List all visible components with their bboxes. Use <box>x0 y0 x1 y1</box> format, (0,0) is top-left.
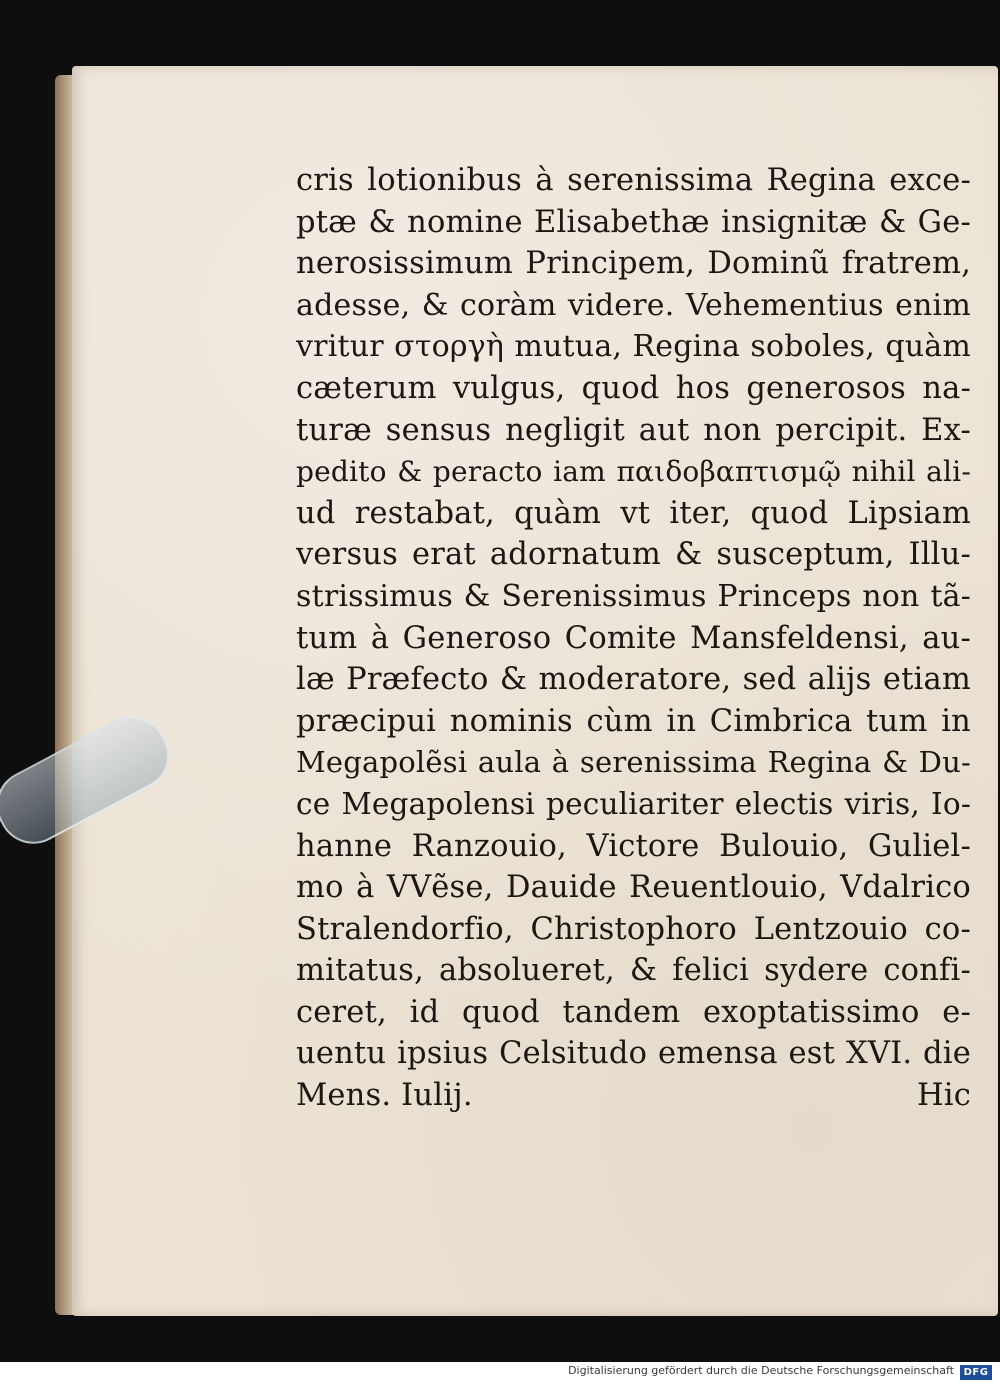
text-line: ceret, id quod tandem exoptatissimo e- <box>296 994 971 1030</box>
text-line: ud restabat, quàm vt iter, quod Lipsiam <box>296 495 971 531</box>
text-line: læ Præfecto & moderatore, sed alijs etiam <box>296 662 971 698</box>
funding-note: Digitalisierung gefördert durch die Deutsche Forschungsgemeinschaft <box>568 1364 954 1377</box>
text-line: uentu ipsius Celsitudo emensa est XVI. die <box>296 1036 971 1072</box>
page-text-block <box>296 160 971 1117</box>
text-line: tum à Generoso Comite Mansfeldensi, au- <box>296 620 971 656</box>
text-line: nerosissimum Principem, Dominũ fratrem, <box>296 246 971 282</box>
text-line: turæ sensus negligit aut non percipit. Ex- <box>296 412 971 448</box>
text-line: præcipui nominis cùm in Cimbrica tum in <box>296 703 971 739</box>
text-line: pedito & peracto iam παιδοβαπτισμῷ nihil ali- <box>296 455 971 489</box>
text-line: adesse, & coràm videre. Vehementius enim <box>296 287 971 323</box>
last-text-line: Mens. Iulij. <box>296 1078 473 1114</box>
text-line: Megapolẽsi aula à serenissima Regina & Du- <box>296 745 971 780</box>
text-line: mitatus, absolueret, & felici sydere confi- <box>296 953 971 989</box>
text-line: vritur στοργὴ mutua, Regina soboles, quàm <box>296 329 971 365</box>
text-line: ce Megapolensi peculiariter electis viris, Io- <box>296 786 971 821</box>
text-line: strissimus & Serenissimus Princeps non tã- <box>296 578 971 614</box>
final-line <box>296 1075 971 1117</box>
dfg-logo: DFG <box>960 1365 992 1380</box>
catchword: Hic <box>916 1078 971 1114</box>
text-line: cris lotionibus à serenissima Regina exce- <box>296 163 971 198</box>
text-line: ptæ & nomine Elisabethæ insignitæ & Ge- <box>296 204 971 240</box>
footer-bar <box>0 1362 1000 1384</box>
text-line: mo à VVẽse, Dauide Reuentlouio, Vdalrico <box>296 870 971 906</box>
text-line: hanne Ranzouio, Victore Bulouio, Guliel- <box>296 828 971 864</box>
text-line: versus erat adornatum & susceptum, Illu- <box>296 537 971 573</box>
text-line: Stralendorfio, Christophoro Lentzouio co- <box>296 911 971 947</box>
text-line: cæterum vulgus, quod hos generosos na- <box>296 370 971 406</box>
